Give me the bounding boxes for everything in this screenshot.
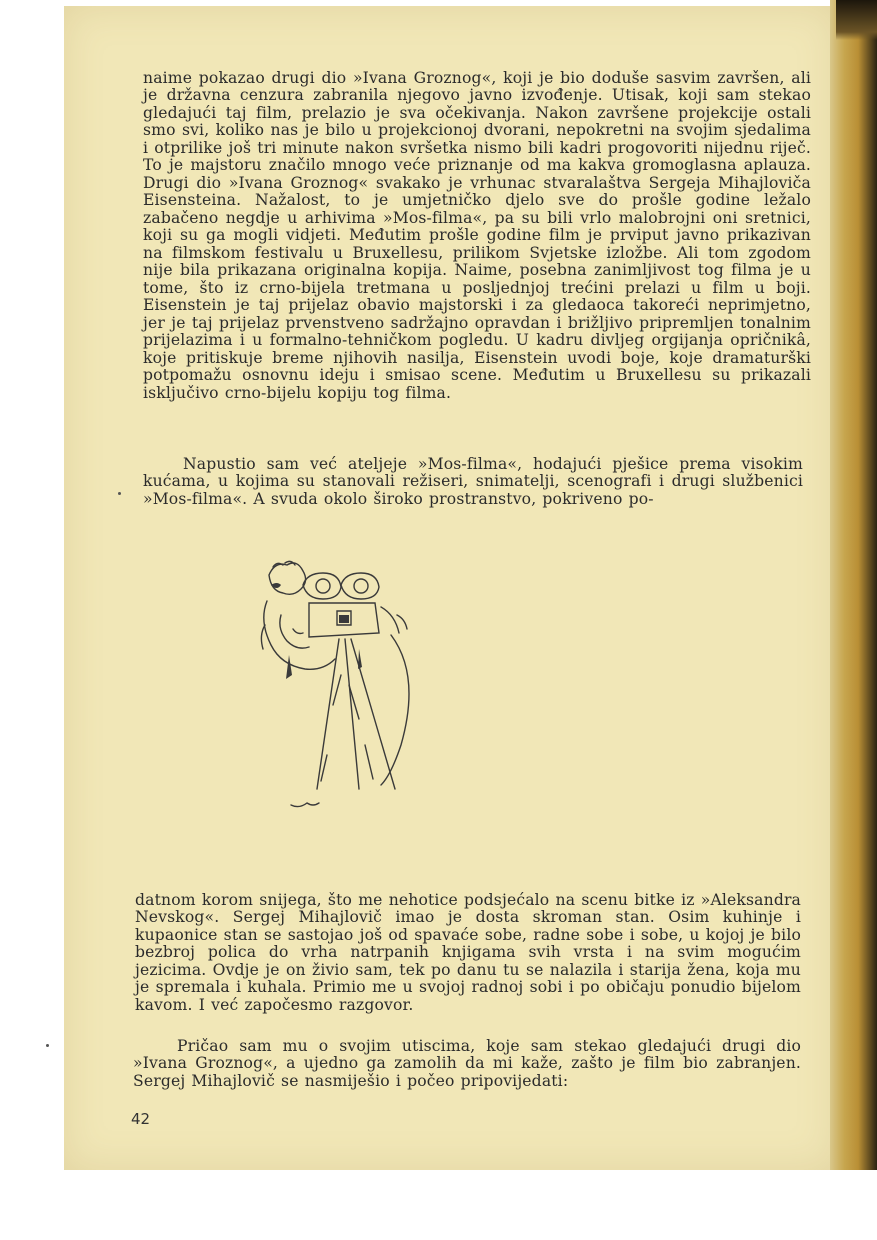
paragraph-3: datnom korom snijega, što me nehotice podsjećalo na scenu bitke iz »Aleksandra Nevskog«. Sergej Mihajlovič imao je dosta skroman stan. Osim kuhinje i kupaonice stan se sastojao još od spavaće sobe, radne sobe i sobe, u kojoj je bilo bezbroj polica do vrha natrpanih knjigama svih vrsta i na svim mogućim jezicima. Ovdje je on živio sam, tek po danu tu se nalazila i starija žena, koja mu je spremala i kuhala. Primio me u svojoj radnoj sobi i po običaju ponudio bijelom kavom. I već započesmo razgovor. [135,890,801,1014]
paragraph-1: naime pokazao drugi dio »Ivana Groznog«, koji je bio doduše sasvim završen, ali je državna cenzura zabranila njegovo javno izvođenje. Utisak, koji sam stekao gledajući taj film, prelazio je sva očekivanja. Nakon završene projekcije ostali smo svi, koliko nas je bilo u projekcionoj dvorani, nepokretni na svojim sjedalima i otprilike još tri minute nakon svršetka nismo bili kadri progovoriti nijednu riječ. To je majstoru značilo mnogo veće priznanje od ma kakva gromoglasna aplauza. Drugi dio »Ivana Groznog« svakako je vrhunac stvaralaštva Sergeja Mihajloviča Eisensteina. Nažalost, to je umjetničko djelo sve do prošle godine ležalo zabačeno negdje u arhivima »Mos-filma«, pa su bili vrlo malobrojni oni sretnici, koji su ga mogli vidjeti. Međutim prošle godine film je prviput javno prikazivan na filmskom festivalu u Bruxellesu, prilikom Svjetske izložbe. Ali tom zgodom nije bila prikazana originalna kopija. Naime, posebna zanimljivost tog filma je u tome, što iz crno-bijela tretmana u posljednjoj trećini prelazi u film u boji. Eisenstein je taj prijelaz obavio majstorski i za gledaoca takoreći neprimjetno, jer je taj prijelaz prvenstveno sadržajno opravdan i brižljivo pripremljen tonalnim prijelazima i u formalno-tehničkom pogledu. U kadru divljeg orgijanja opričnikâ, koje pritiskuje breme njihovih nasilja, Eisenstein uvodi boje, koje dramaturški potpomažu osnovnu ideju i smisao scene. Međutim u Bruxellesu su prikazali isključivo crno-bijelu kopiju tog filma. [143,68,811,402]
page-number: 42 [131,1110,151,1128]
margin-mark [46,1044,49,1047]
paragraph-4: Pričao sam mu o svojim utiscima, koje sam stekao gledajući drugi dio »Ivana Groznog«, a ujedno ga zamolih da mi kaže, zašto je film bio zabranjen. Sergej Mihajlovič se nasmiješio i počeo pripovijedati: [133,1036,801,1090]
book-edge-dark [836,0,877,40]
paragraph-2: Napustio sam već ateljeje »Mos-filma«, hodajući pješice prema visokim kućama, u kojima su stanovali režiseri, snimatelji, scenografi i drugi službenici »Mos-filma«. A svuda okolo široko prostranstvo, pokriveno po- [143,454,803,508]
camera-operator-sketch-icon [241,545,451,815]
scan-margin [0,1170,877,1240]
book-spine-shadow [830,0,877,1240]
margin-mark [118,492,121,495]
